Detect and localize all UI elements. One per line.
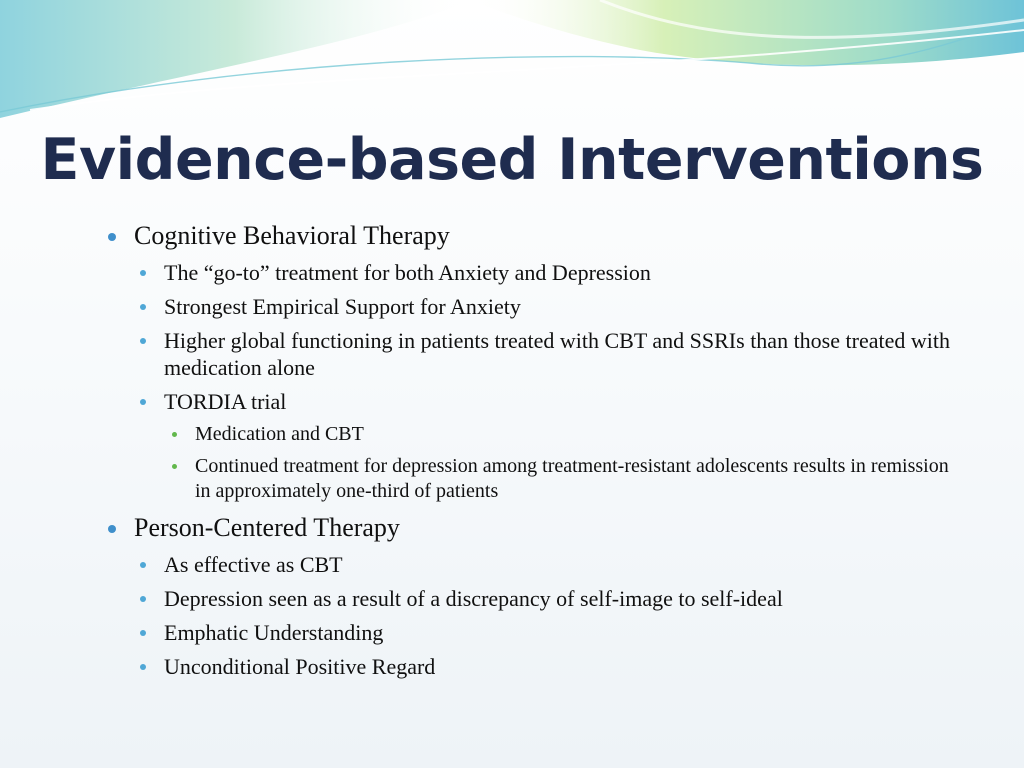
sub-bullet: [134, 585, 950, 612]
bullet-text: The “go-to” treatment for both Anxiety and Depression: [164, 260, 651, 285]
bullet-text: Strongest Empirical Support for Anxiety: [164, 294, 521, 319]
sub-bullet: [134, 619, 950, 646]
header-wave-decoration: [0, 0, 1024, 130]
bullet-text: Medication and CBT: [195, 423, 364, 445]
bullet-text: Emphatic Understanding: [164, 620, 384, 645]
bullet-dot-icon: [108, 525, 116, 533]
bullet-text: Unconditional Positive Regard: [164, 654, 436, 679]
bullet-dot-icon: [108, 233, 116, 241]
bullet-dot-icon: [140, 338, 146, 344]
bullet-dot-icon: [140, 664, 146, 670]
bullet-dot-icon: [172, 464, 177, 469]
sub-sub-bullet: [164, 454, 950, 504]
bullet-text: Higher global functioning in patients treated with CBT and SSRIs than those treated with medication alone: [164, 328, 950, 380]
bullet-list: [105, 218, 950, 680]
sub-bullet: [134, 293, 950, 320]
sub-bullet: [134, 551, 950, 578]
bullet-dot-icon: [140, 399, 146, 405]
sub-bullet: [134, 259, 950, 286]
bullet-text: Cognitive Behavioral Therapy: [134, 221, 450, 250]
bullet-dot-icon: [140, 304, 146, 310]
bullet-text: Depression seen as a result of a discrepancy of self-image to self-ideal: [164, 586, 783, 611]
bullet-text: Person-Centered Therapy: [134, 513, 400, 542]
bullet-dot-icon: [140, 270, 146, 276]
bullet-dot-icon: [172, 432, 177, 437]
bullet-dot-icon: [140, 630, 146, 636]
sub-bullet-tordia: [134, 388, 950, 415]
sub-sub-bullet: [164, 422, 950, 447]
sub-bullet: [134, 327, 950, 381]
bullet-person-centered-therapy: [105, 512, 950, 544]
bullet-text: TORDIA trial: [164, 389, 287, 414]
sub-bullet: [134, 653, 950, 680]
slide-title: Evidence-based Interventions: [40, 127, 984, 193]
bullet-cognitive-behavioral-therapy: [105, 220, 950, 252]
bullet-dot-icon: [140, 596, 146, 602]
bullet-text: Continued treatment for depression among treatment-resistant adolescents results in remission in approximately one-third of patients: [195, 455, 949, 502]
bullet-text: As effective as CBT: [164, 552, 343, 577]
bullet-dot-icon: [140, 562, 146, 568]
